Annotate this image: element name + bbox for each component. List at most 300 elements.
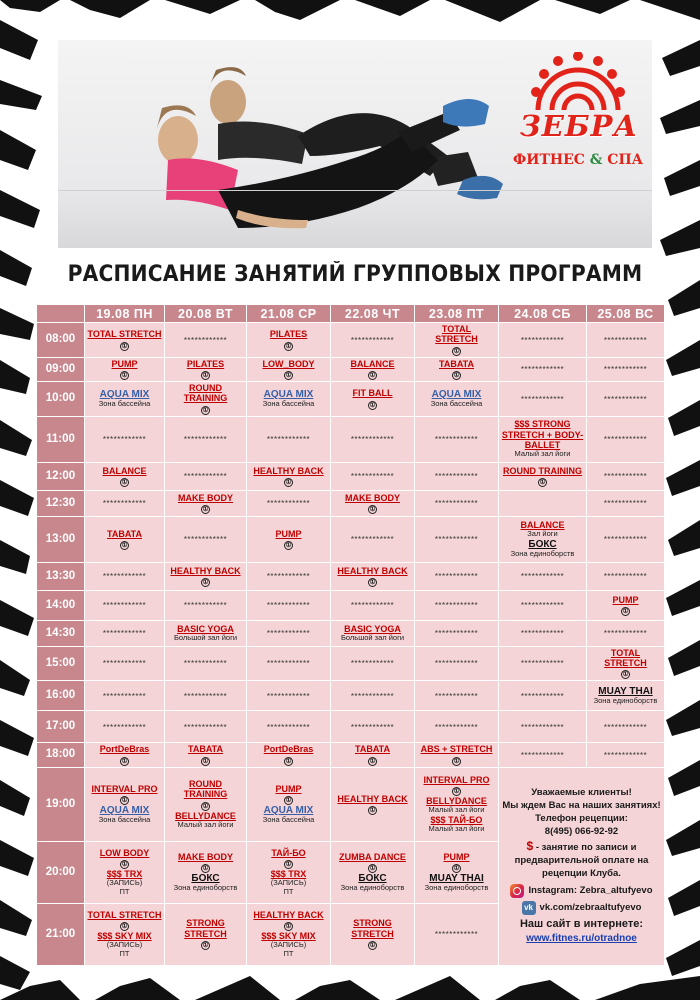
empty-slot: ************	[183, 472, 228, 482]
class-name: PUMP	[275, 783, 302, 794]
class-name: BALANCE	[520, 519, 565, 530]
zone-label: Большой зал йоги	[173, 633, 238, 643]
class-name: PILATES	[186, 358, 225, 369]
zone-label: Зона бассейна	[262, 399, 315, 409]
empty-slot: ************	[266, 691, 311, 701]
class-cell	[331, 416, 415, 462]
class-cell	[247, 646, 331, 681]
class-mark: ①	[369, 757, 376, 765]
class-cell	[165, 357, 247, 381]
class-cell	[415, 416, 499, 462]
class-cell	[85, 516, 165, 562]
empty-slot: ************	[520, 629, 565, 639]
greeting-line-1: Уважаемые клиенты!	[531, 787, 632, 799]
class-cell	[415, 743, 499, 767]
class-cell	[85, 711, 165, 743]
empty-slot: ************	[434, 659, 479, 669]
zone-label: Зона единоборств	[424, 883, 489, 893]
table-row	[37, 416, 665, 462]
time-cell: 14:00	[37, 590, 85, 620]
class-name: PUMP	[443, 851, 470, 862]
class-cell	[247, 743, 331, 767]
empty-slot: ************	[102, 499, 147, 509]
class-cell	[247, 357, 331, 381]
zone-label: ПТ	[119, 949, 130, 959]
class-cell	[247, 711, 331, 743]
class-cell	[165, 743, 247, 767]
zone-label: (ЗАПИСЬ)	[106, 878, 143, 888]
class-cell	[587, 743, 665, 767]
class-name: TABATA	[107, 528, 142, 539]
empty-slot: ************	[350, 601, 395, 611]
class-name: STRONG	[353, 918, 392, 929]
day-header: 19.08 ПН	[85, 305, 165, 323]
class-cell	[587, 681, 665, 711]
class-cell	[415, 382, 499, 417]
empty-slot: ************	[350, 722, 395, 732]
class-name: MUAY THAI	[429, 872, 484, 884]
class-mark: ①	[285, 923, 292, 931]
class-mark: ①	[285, 757, 292, 765]
class-cell	[165, 462, 247, 490]
class-mark: ①	[369, 505, 376, 513]
class-cell	[165, 903, 247, 965]
empty-slot: ************	[520, 691, 565, 701]
class-cell	[499, 681, 587, 711]
empty-slot: ************	[434, 601, 479, 611]
time-cell: 13:30	[37, 562, 85, 590]
day-header: 22.08 ЧТ	[331, 305, 415, 323]
class-name: MAKE BODY	[344, 492, 400, 503]
class-cell	[499, 382, 587, 417]
class-cell	[587, 462, 665, 490]
time-cell: 10:00	[37, 382, 85, 417]
empty-slot: ************	[102, 572, 147, 582]
class-cell	[331, 357, 415, 381]
zone-label: ПТ	[283, 887, 294, 897]
time-cell: 17:00	[37, 711, 85, 743]
class-cell	[247, 903, 331, 965]
empty-slot: ************	[183, 335, 228, 345]
class-mark: ①	[121, 541, 128, 549]
class-name: TABATA	[355, 744, 390, 755]
empty-slot: ************	[520, 722, 565, 732]
class-mark: ①	[121, 861, 128, 869]
class-cell	[415, 646, 499, 681]
class-mark: ①	[369, 401, 376, 409]
class-name: ROUND TRAINING	[503, 465, 582, 476]
class-cell	[247, 767, 331, 841]
class-name: TOTAL STRETCH	[87, 329, 162, 340]
class-cell	[587, 590, 665, 620]
class-name: $$$ TRX	[106, 869, 143, 880]
class-cell	[331, 590, 415, 620]
class-cell	[587, 490, 665, 516]
site-link[interactable]: www.fitnes.ru/otradnoe	[526, 932, 637, 944]
class-cell	[165, 590, 247, 620]
class-cell	[499, 416, 587, 462]
class-name: INTERVAL PRO	[423, 774, 490, 785]
empty-slot: ************	[183, 659, 228, 669]
class-cell	[247, 841, 331, 903]
zone-label: Зона бассейна	[98, 399, 151, 409]
class-name: MUAY THAI	[598, 685, 653, 697]
class-cell	[331, 841, 415, 903]
instagram-icon	[510, 884, 524, 898]
time-header-cell	[37, 305, 85, 323]
class-mark: ①	[285, 342, 292, 350]
zone-label: Зона бассейна	[262, 815, 315, 825]
vk-link[interactable]: vk.com/zebraaltufyevo	[539, 901, 642, 913]
class-cell	[499, 462, 587, 490]
class-cell	[415, 562, 499, 590]
class-cell	[85, 357, 165, 381]
class-cell	[85, 767, 165, 841]
class-mark: ①	[202, 864, 209, 872]
class-cell	[165, 681, 247, 711]
class-name: ZUMBA DANCE	[339, 851, 406, 862]
empty-slot: ************	[350, 535, 395, 545]
zone-label: (ЗАПИСЬ)	[270, 940, 307, 950]
class-mark: ①	[121, 923, 128, 931]
table-row	[37, 562, 665, 590]
schedule-table	[36, 304, 664, 959]
class-mark: ①	[369, 864, 376, 872]
class-cell	[499, 357, 587, 381]
table-row	[37, 743, 665, 767]
class-cell	[247, 323, 331, 358]
zone-label: ПТ	[119, 887, 130, 897]
class-name: BASIC YOGA	[177, 623, 234, 634]
class-cell	[247, 516, 331, 562]
time-cell: 08:00	[37, 323, 85, 358]
empty-slot: ************	[434, 535, 479, 545]
class-mark: ①	[202, 802, 209, 810]
empty-slot: ************	[603, 572, 648, 582]
class-cell	[587, 516, 665, 562]
time-cell: 13:00	[37, 516, 85, 562]
class-cell	[415, 323, 499, 358]
zone-label: Малый зал йоги	[177, 819, 234, 829]
class-cell	[85, 490, 165, 516]
empty-slot: ************	[603, 629, 648, 639]
class-cell	[587, 323, 665, 358]
class-name: $$$ SKY MIX	[261, 931, 316, 942]
class-mark: ①	[622, 671, 629, 679]
time-cell: 12:30	[37, 490, 85, 516]
empty-slot: ************	[183, 722, 228, 732]
class-cell	[85, 416, 165, 462]
empty-slot: ************	[603, 394, 648, 404]
empty-slot: ************	[434, 930, 479, 940]
table-row	[37, 590, 665, 620]
empty-slot: ************	[603, 365, 648, 375]
class-name: HEALTHY BACK	[170, 565, 241, 576]
day-header: 24.08 СБ	[499, 305, 587, 323]
class-cell	[331, 711, 415, 743]
vk-icon: vk	[522, 901, 536, 915]
time-cell: 16:00	[37, 681, 85, 711]
empty-slot: ************	[350, 659, 395, 669]
class-mark: ①	[622, 607, 629, 615]
class-cell	[587, 620, 665, 646]
empty-slot: ************	[520, 750, 565, 760]
class-name: AQUA MIX	[263, 388, 314, 400]
empty-slot: ************	[520, 365, 565, 375]
class-name: PUMP	[111, 358, 138, 369]
empty-slot: ************	[434, 499, 479, 509]
class-name: AQUA MIX	[99, 804, 150, 816]
class-cell	[331, 681, 415, 711]
empty-slot: ************	[102, 435, 147, 445]
empty-slot: ************	[183, 601, 228, 611]
empty-slot: ************	[350, 472, 395, 482]
table-row	[37, 323, 665, 358]
empty-slot: ************	[603, 750, 648, 760]
class-name: TABATA	[188, 744, 223, 755]
brand-sub-amp: &	[589, 152, 603, 168]
class-cell	[165, 767, 247, 841]
class-mark: ①	[453, 787, 460, 795]
class-mark: ①	[121, 796, 128, 804]
class-cell	[247, 490, 331, 516]
class-name: PortDeBras	[99, 744, 150, 755]
empty-slot: ************	[183, 435, 228, 445]
time-cell: 18:00	[37, 743, 85, 767]
class-mark: ①	[539, 478, 546, 486]
class-mark: ①	[202, 757, 209, 765]
empty-slot: ************	[520, 394, 565, 404]
class-cell	[331, 462, 415, 490]
empty-slot: ************	[434, 722, 479, 732]
class-cell	[85, 743, 165, 767]
empty-slot: ************	[434, 691, 479, 701]
class-mark: ①	[285, 478, 292, 486]
class-mark: ①	[121, 342, 128, 350]
class-cell	[85, 462, 165, 490]
class-name: PUMP	[612, 594, 639, 605]
class-cell	[415, 767, 499, 841]
time-cell: 21:00	[37, 903, 85, 965]
class-name: TOTAL STRETCH	[87, 909, 162, 920]
class-mark: ①	[285, 541, 292, 549]
class-name: ТАЙ-БО	[271, 847, 306, 858]
empty-slot: ************	[266, 659, 311, 669]
zone-label: (ЗАПИСЬ)	[270, 878, 307, 888]
class-cell	[499, 562, 587, 590]
empty-slot: ************	[102, 601, 147, 611]
class-mark: ①	[202, 505, 209, 513]
class-cell	[165, 382, 247, 417]
zone-label: ПТ	[283, 949, 294, 959]
class-cell	[247, 562, 331, 590]
class-name: BELLYDANCE	[175, 810, 236, 821]
class-cell	[165, 620, 247, 646]
class-name: MAKE BODY	[177, 851, 233, 862]
empty-slot: ************	[520, 572, 565, 582]
class-cell	[415, 462, 499, 490]
class-name: ROUND TRAINING	[183, 383, 228, 404]
class-name: HEALTHY BACK	[337, 793, 408, 804]
class-cell	[415, 516, 499, 562]
class-name: INTERVAL PRO	[91, 783, 158, 794]
empty-slot: ************	[266, 572, 311, 582]
class-cell	[85, 646, 165, 681]
contact-info	[501, 787, 662, 945]
empty-slot: ************	[183, 535, 228, 545]
empty-slot: ************	[266, 629, 311, 639]
empty-slot: ************	[266, 601, 311, 611]
empty-slot: ************	[350, 691, 395, 701]
class-cell	[499, 646, 587, 681]
class-name: HEALTHY BACK	[337, 565, 408, 576]
class-name: $$$ SKY MIX	[97, 931, 152, 942]
class-mark: ①	[453, 757, 460, 765]
class-name: HEALTHY BACK	[253, 465, 324, 476]
zone-label: Зона бассейна	[430, 399, 483, 409]
class-name: TOTAL	[610, 647, 641, 658]
class-name: LOW_BODY	[262, 358, 315, 369]
brand-sub-main: ФИТНЕС	[512, 152, 585, 168]
class-cell	[415, 620, 499, 646]
class-name: BALANCE	[350, 358, 395, 369]
class-name: HEALTHY BACK	[253, 909, 324, 920]
class-mark: ①	[369, 578, 376, 586]
class-cell	[331, 743, 415, 767]
class-cell	[247, 416, 331, 462]
table-row	[37, 462, 665, 490]
class-name: PortDeBras	[263, 744, 314, 755]
zone-label: Большой зал йоги	[340, 633, 405, 643]
class-mark: ①	[285, 796, 292, 804]
zone-label: Малый зал йоги	[428, 824, 485, 834]
zone-label: Малый зал йоги	[428, 805, 485, 815]
class-cell	[415, 841, 499, 903]
class-name: FIT BALL	[352, 388, 393, 399]
class-cell	[331, 646, 415, 681]
zone-label: Зона единоборств	[510, 549, 575, 559]
table-row	[37, 357, 665, 381]
empty-slot: ************	[102, 691, 147, 701]
class-cell	[247, 590, 331, 620]
class-mark: ①	[453, 864, 460, 872]
class-cell	[499, 516, 587, 562]
class-cell	[85, 323, 165, 358]
class-cell	[85, 620, 165, 646]
class-name: ABS + STRETCH	[420, 744, 493, 755]
time-cell: 15:00	[37, 646, 85, 681]
class-cell	[415, 903, 499, 965]
time-cell: 11:00	[37, 416, 85, 462]
class-cell	[415, 357, 499, 381]
header-row	[37, 305, 665, 323]
dollar-note	[501, 838, 662, 880]
class-mark: ①	[369, 806, 376, 814]
empty-slot: ************	[520, 335, 565, 345]
dollar-sign: $	[526, 839, 534, 854]
zone-label: Зона единоборств	[340, 883, 405, 893]
class-name: STRONG STRETCH	[184, 918, 227, 939]
zone-label: Зона единоборств	[173, 883, 238, 893]
table-row	[37, 516, 665, 562]
empty-slot: ************	[603, 472, 648, 482]
page-title: РАСПИСАНИЕ ЗАНЯТИЙ ГРУППОВЫХ ПРОГРАММ	[67, 262, 643, 287]
class-mark: ①	[285, 861, 292, 869]
class-name: LOW BODY	[99, 847, 150, 858]
class-name: $$$ TRX	[270, 869, 307, 880]
class-cell	[165, 646, 247, 681]
empty-slot: ************	[434, 472, 479, 482]
instagram-row[interactable]	[501, 884, 662, 898]
zone-label: Зона единоборств	[593, 696, 658, 706]
class-mark: ①	[202, 942, 209, 950]
vk-row[interactable]	[501, 901, 662, 915]
class-name: БОКС	[191, 872, 220, 884]
class-cell	[85, 590, 165, 620]
class-name: БОКС	[528, 538, 557, 550]
class-cell	[499, 620, 587, 646]
empty-slot: ************	[603, 499, 648, 509]
floor-line	[58, 190, 652, 191]
brand-name: ЗЕБРА	[519, 109, 639, 143]
class-cell	[415, 711, 499, 743]
class-cell	[499, 323, 587, 358]
class-cell	[85, 903, 165, 965]
class-cell	[165, 516, 247, 562]
brand-sub-end: СПА	[607, 152, 644, 168]
class-cell	[587, 562, 665, 590]
phone-label: Телефон рецепции:	[535, 812, 628, 824]
class-cell	[331, 490, 415, 516]
dollar-note-text: - занятие по записи и предварительной оплате на рецепции Клуба.	[514, 842, 649, 880]
class-cell	[247, 620, 331, 646]
class-cell	[331, 620, 415, 646]
class-cell	[499, 711, 587, 743]
empty-slot: ************	[102, 722, 147, 732]
class-cell	[85, 681, 165, 711]
table-row	[37, 646, 665, 681]
class-cell	[331, 382, 415, 417]
class-cell	[165, 490, 247, 516]
empty-slot: ************	[603, 435, 648, 445]
empty-slot: ************	[603, 535, 648, 545]
class-name: BASIC YOGA	[344, 623, 401, 634]
class-mark: ①	[369, 372, 376, 380]
class-name: STRETCH	[351, 928, 394, 939]
class-cell	[85, 841, 165, 903]
class-cell	[499, 743, 587, 767]
class-cell	[587, 382, 665, 417]
empty-slot: ************	[434, 629, 479, 639]
class-cell	[587, 711, 665, 743]
class-name: AQUA MIX	[431, 388, 482, 400]
class-name: BALANCE	[102, 465, 147, 476]
zone-label: Малый зал йоги	[514, 449, 571, 459]
greeting-line-2: Мы ждем Вас на наших занятиях!	[502, 800, 661, 812]
time-cell: 20:00	[37, 841, 85, 903]
class-name: STRETCH	[604, 658, 647, 669]
class-cell	[331, 903, 415, 965]
class-cell	[415, 590, 499, 620]
phone-number[interactable]: 8(495) 066-92-92	[544, 825, 619, 837]
class-mark: ①	[202, 406, 209, 414]
class-name: TOTAL	[441, 324, 472, 334]
instagram-handle[interactable]: Instagram: Zebra_altufyevo	[528, 884, 653, 896]
brand-logo	[508, 52, 648, 182]
day-header: 23.08 ПТ	[415, 305, 499, 323]
empty-slot: ************	[434, 572, 479, 582]
time-cell: 19:00	[37, 767, 85, 841]
